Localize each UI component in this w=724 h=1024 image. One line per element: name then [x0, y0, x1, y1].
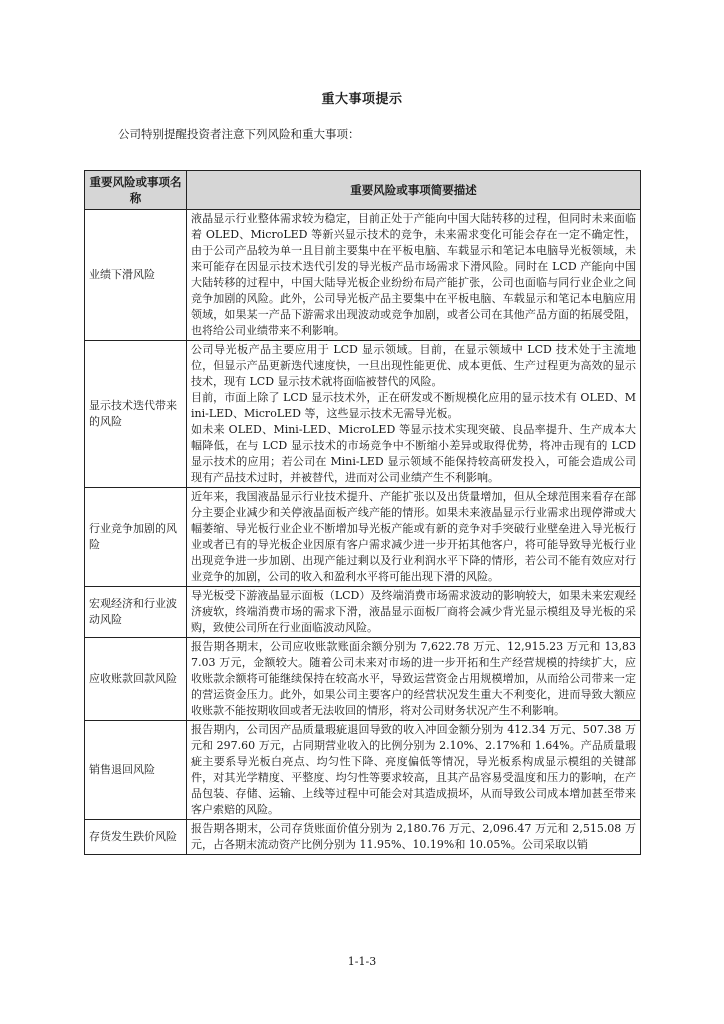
- risk-description-para: 如未来 OLED、Mini-LED、MicroLED 等显示技术实现突破、良品率提升、生产成本大幅降低，在与 LCD 显示技术的市场竞争中不断缩小差异或取得优势，将冲击现有的 LCD 显示技术的应用；若公司在 Mini-LED 显示领域不能保持较高研发投入，可能会造成公司现有产品技术过时，并被替代，进而对公司业绩产生不利影响。: [191, 423, 636, 484]
- risk-description: 报告期各期末，公司存货账面价值分别为 2,180.76 万元、2,096.47 万元和 2,515.08 万元，占各期末流动资产比例分别为 11.95%、10.19%和 10.05%。公司采取以销: [187, 820, 641, 855]
- table-row: [85, 210, 641, 341]
- risk-name: 宏观经济和行业波动风险: [85, 587, 187, 638]
- table-row: [85, 341, 641, 488]
- page-title: 重大事项提示: [321, 92, 403, 107]
- risk-name: 应收账款回款风险: [85, 638, 187, 721]
- table-row: [85, 587, 641, 638]
- risk-name: 行业竞争加剧的风险: [85, 488, 187, 587]
- intro-text: 公司特别提醒投资者注意下列风险和重大事项：: [118, 127, 360, 141]
- risk-table: [84, 170, 641, 855]
- table-row: [85, 820, 641, 855]
- risk-name: 存货发生跌价风险: [85, 820, 187, 855]
- header-risk-description: 重要风险或事项简要描述: [187, 171, 641, 210]
- risk-description: 报告期各期末，公司应收账款账面余额分别为 7,622.78 万元、12,915.23 万元和 13,837.03 万元，金额较大。随着公司未来对市场的进一步开拓和生产经营规模的持续扩大，应收账款余额将可能继续保持在较高水平，导致运营资金占用规模增加，从而给公司带来一定的营运资金压力。此外，如果公司主要客户的经营状况发生重大不利变化，进而导致大额应收账款不能按期收回或者无法收回的情形，将对公司财务状况产生不利影响。: [187, 638, 641, 721]
- risk-description: [187, 341, 641, 488]
- table-row: [85, 488, 641, 587]
- risk-name: 销售退回风险: [85, 721, 187, 820]
- page-number: 1-1-3: [347, 955, 377, 968]
- table-row: [85, 638, 641, 721]
- risk-description-para: 公司导光板产品主要应用于 LCD 显示领域。目前，在显示领域中 LCD 技术处于主流地位，但显示产品更新迭代速度快，一旦出现性能更优、成本更低、生产过程更为高效的显示技术，现有 LCD 显示技术就将面临被替代的风险。: [191, 343, 636, 388]
- risk-name: 显示技术迭代带来的风险: [85, 341, 187, 488]
- risk-description: 液晶显示行业整体需求较为稳定，目前正处于产能向中国大陆转移的过程，但同时未来面临着 OLED、MicroLED 等新兴显示技术的竞争，未来需求变化可能会存在一定不确定性，由于公司产品较为单一且目前主要集中在平板电脑、车载显示和笔记本电脑导光板领域，未来可能存在因显示技术迭代引发的导光板产品市场需求下滑风险。同时在 LCD 产能向中国大陆转移的过程中，中国大陆导光板企业纷纷布局产能扩张，公司也面临与同行业企业之间竞争加剧的风险。此外，公司导光板产品主要集中在平板电脑、车载显示和笔记本电脑应用领域，如果某一产品下游需求出现波动或竞争加剧，或者公司在其他产品方面的拓展受阻，也将给公司业绩带来不利影响。: [187, 210, 641, 341]
- header-risk-name: 重要风险或事项名称: [85, 171, 187, 210]
- table-header-row: [85, 171, 641, 210]
- risk-description: 近年来，我国液晶显示行业技术提升、产能扩张以及出货量增加，但从全球范围来看存在部分主要企业减少和关停液晶面板产线产能的情形。如果未来液晶显示行业需求出现停滞或大幅萎缩、导光板行业企业不断增加导光板产能或有新的竞争对手突破行业壁垒进入导光板行业或者已有的导光板企业因原有客户需求减少进一步开拓其他客户，将可能导致导光板行业出现竞争进一步加剧、出现产能过剩以及行业利润水平下降的情形，若公司不能有效应对行业竞争的加剧，公司的收入和盈利水平将可能出现下滑的风险。: [187, 488, 641, 587]
- risk-description: 导光板受下游液晶显示面板（LCD）及终端消费市场需求波动的影响较大，如果未来宏观经济疲软，终端消费市场的需求下滑，液晶显示面板厂商将会减少背光显示模组及导光板的采购，致使公司所在行业面临波动风险。: [187, 587, 641, 638]
- risk-name: 业绩下滑风险: [85, 210, 187, 341]
- risk-description: 报告期内，公司因产品质量瑕疵退回导致的收入冲回金额分别为 412.34 万元、507.38 万元和 297.60 万元，占同期营业收入的比例分别为 2.10%、2.17%和 1.64%。产品质量瑕疵主要系导光板白亮点、均匀性下降、亮度偏低等情况，导光板系构成显示模组的关键部件，对其光学精度、平整度、均匀性等要求较高，且其产品容易受温度和压力的影响，在产品包装、存储、运输、上线等过程中可能会对其造成损坏，从而导致公司成本增加甚至带来客户索赔的风险。: [187, 721, 641, 820]
- table-row: [85, 721, 641, 820]
- risk-description-para: 目前，市面上除了 LCD 显示技术外，正在研发或不断规模化应用的显示技术有 OLED、Mini-LED、MicroLED 等，这些显示技术无需导光板。: [191, 391, 636, 420]
